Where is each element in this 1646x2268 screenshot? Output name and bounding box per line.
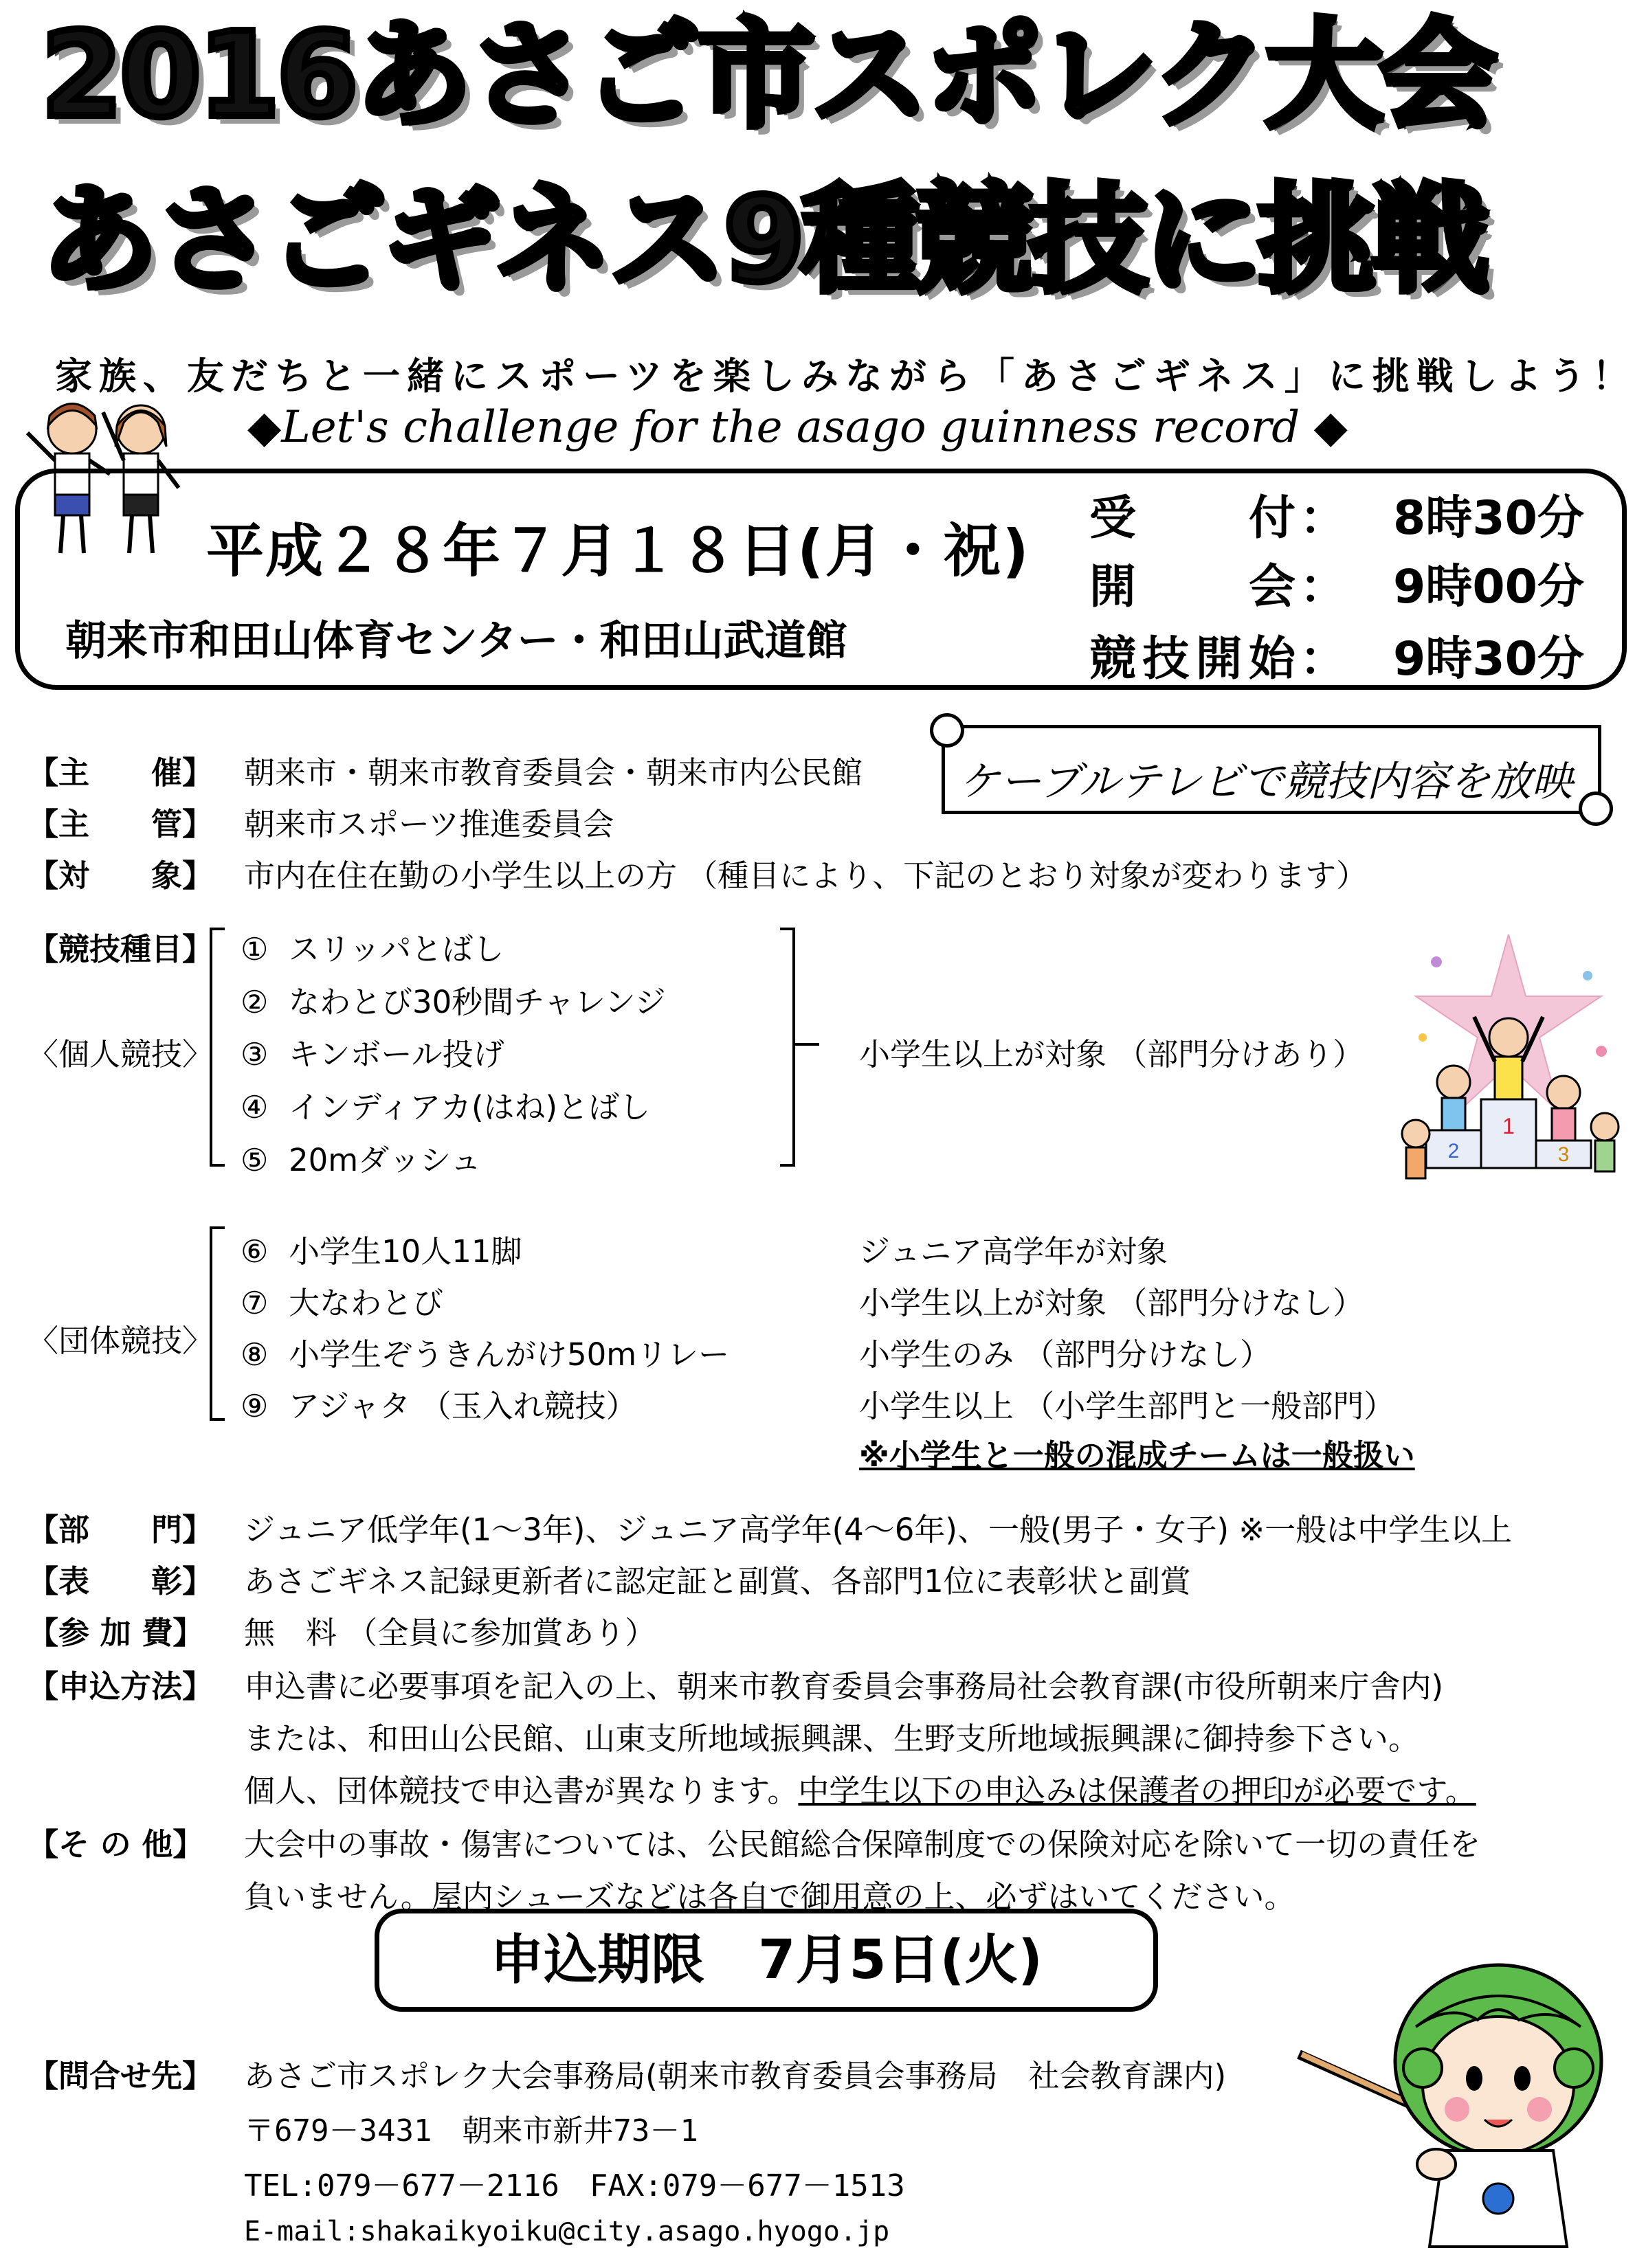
cable-tv-banner <box>942 725 1601 814</box>
schedule-time: 9時30分 <box>1393 632 1584 686</box>
event-target-8: 小学生のみ （部門分けなし） <box>859 1336 1271 1373</box>
contact-org: あさご市スポレク大会事務局(朝来市教育委員会事務局 社会教育課内) <box>244 2058 1227 2094</box>
target-value: 市内在住在勤の小学生以上の方 （種目により、下記のとおり対象が変わります） <box>244 857 1368 894</box>
event-name: スリッパとばし <box>289 931 504 967</box>
podium-first-number: 1 <box>1502 1114 1515 1138</box>
event-number: ⑦ <box>241 1285 269 1321</box>
event-item-5 <box>241 1135 481 1180</box>
event-number: ③ <box>241 1036 269 1073</box>
fee-value: 無 料 （全員に参加賞あり） <box>244 1615 656 1651</box>
contact-label: 【問合せ先】 <box>27 2058 214 2094</box>
event-item-1 <box>241 924 504 969</box>
events-label: 【競技種目】 <box>27 931 214 967</box>
schedule-reception <box>1089 481 1584 548</box>
event-target-7: 小学生以上が対象 （部門分けなし） <box>859 1285 1364 1321</box>
event-number: ② <box>241 984 269 1020</box>
schedule-start <box>1089 622 1584 688</box>
bracket-connector <box>795 1043 819 1046</box>
event-item-7 <box>241 1278 443 1323</box>
event-venue: 朝来市和田山体育センター・和田山武道館 <box>65 617 847 665</box>
schedule-colon: ： <box>1299 491 1346 546</box>
event-name: インディアカ(はね)とばし <box>289 1089 651 1125</box>
title-line-1: 2016あさご市スポレク大会 <box>41 8 1494 144</box>
banner-text: ケーブルテレビで競技内容を放映 <box>959 758 1573 806</box>
event-name: アジャタ （玉入れ競技） <box>289 1388 637 1424</box>
other-line-1: 大会中の事故・傷害については、公民館総合保障制度での保険対応を除いて一切の責任を <box>244 1826 1481 1863</box>
event-number: ⑨ <box>241 1388 269 1424</box>
contact-email[interactable]: E-mail:shakaikyoiku@city.asago.hyogo.jp <box>244 2216 890 2247</box>
podium-illustration <box>1395 934 1622 1202</box>
event-number: ④ <box>241 1089 269 1125</box>
apply-line-1: 申込書に必要事項を記入の上、朝来市教育委員会事務局社会教育課(市役所朝来庁舎内) <box>244 1668 1444 1705</box>
event-item-4 <box>241 1082 650 1127</box>
apply-guardian-note: 中学生以下の申込みは保護者の押印が必要です。 <box>798 1773 1476 1809</box>
event-date: 平成２８年７月１８日(月・祝) <box>206 517 1030 585</box>
schedule-label: 受付 <box>1089 491 1295 546</box>
event-item-2 <box>241 977 666 1022</box>
schedule-colon: ： <box>1299 632 1346 686</box>
subtitle: 家族、友だちと一緒にスポーツを楽しみながら「あさごギネス」に挑戦しよう！ <box>55 355 1636 398</box>
award-label: 【表 彰】 <box>27 1563 214 1599</box>
contact-phone-fax: TEL:079－677－2116 FAX:079－677－1513 <box>244 2168 905 2203</box>
schedule-opening <box>1089 550 1584 616</box>
event-name: 20mダッシュ <box>289 1142 482 1178</box>
event-item-8 <box>241 1329 729 1374</box>
division-label: 【部 門】 <box>27 1512 214 1548</box>
contact-address: 〒679－3431 朝来市新井73－1 <box>244 2113 698 2148</box>
apply-label: 【申込方法】 <box>27 1668 214 1705</box>
event-name: 小学生10人11脚 <box>289 1233 522 1270</box>
event-name: 大なわとび <box>289 1285 444 1321</box>
event-item-3 <box>241 1029 504 1074</box>
podium-second-number: 2 <box>1447 1140 1460 1163</box>
team-left-bracket <box>210 1226 225 1421</box>
individual-right-bracket <box>780 928 795 1167</box>
deadline-box: 申込期限 7月5日(火) <box>375 1909 1158 2012</box>
schedule-colon: ： <box>1299 560 1346 614</box>
event-number: ⑥ <box>241 1233 269 1270</box>
english-tagline: ◆Let's challenge for the asago guinness record ◆ <box>247 402 1348 453</box>
team-label: 〈団体競技〉 <box>27 1323 214 1359</box>
apply-line-2: または、和田山公民館、山東支所地域振興課、生野支所地域振興課に御持参下さい。 <box>244 1720 1420 1757</box>
division-value: ジュニア低学年(1～3年)、ジュニア高学年(4～6年)、一般(男子・女子) ※一般は中学生以上 <box>244 1512 1513 1548</box>
other-label: 【そ の 他】 <box>27 1826 204 1863</box>
title-line-2: あさごギネス9種競技に挑戦 <box>41 172 1487 308</box>
team-note: ※小学生と一般の混成チームは一般扱い <box>859 1437 1415 1474</box>
individual-target: 小学生以上が対象 （部門分けあり） <box>859 1036 1364 1073</box>
event-name: 小学生ぞうきんがけ50mリレー <box>289 1336 730 1373</box>
podium-third-number: 3 <box>1557 1143 1570 1166</box>
event-target-6: ジュニア高学年が対象 <box>859 1233 1168 1270</box>
event-target-9: 小学生以上 （小学生部門と一般部門） <box>859 1388 1395 1424</box>
sponsor-value: 朝来市・朝来市教育委員会・朝来市内公民館 <box>244 754 863 791</box>
event-item-6 <box>241 1226 522 1271</box>
sponsor-label: 【主 催】 <box>27 754 214 791</box>
target-label: 【対 象】 <box>27 857 214 894</box>
individual-left-bracket <box>210 928 225 1167</box>
event-number: ① <box>241 931 269 967</box>
individual-label: 〈個人競技〉 <box>27 1036 214 1073</box>
schedule-time: 9時00分 <box>1393 560 1584 614</box>
event-item-9 <box>241 1381 637 1426</box>
mascot-illustration <box>1292 1924 1622 2254</box>
event-number: ⑤ <box>241 1142 269 1178</box>
award-value: あさごギネス記録更新者に認定証と副賞、各部門1位に表彰状と副賞 <box>244 1563 1191 1599</box>
schedule-time: 8時30分 <box>1393 491 1584 546</box>
schedule-label: 開会 <box>1089 560 1295 614</box>
manager-value: 朝来市スポーツ推進委員会 <box>244 806 614 842</box>
apply-line-3 <box>244 1766 1476 1810</box>
apply-note: 個人、団体競技で申込書が異なります。 <box>244 1773 799 1809</box>
event-name: なわとび30秒間チャレンジ <box>289 984 666 1020</box>
other-line-2: 負いません。屋内シューズなどは各自で御用意の上、必ずはいてください。 <box>244 1878 1295 1915</box>
schedule-label: 競技開始 <box>1089 632 1295 686</box>
event-name: キンボール投げ <box>289 1036 504 1073</box>
event-number: ⑧ <box>241 1336 269 1373</box>
manager-label: 【主 管】 <box>27 806 214 842</box>
fee-label: 【参 加 費】 <box>27 1615 204 1651</box>
